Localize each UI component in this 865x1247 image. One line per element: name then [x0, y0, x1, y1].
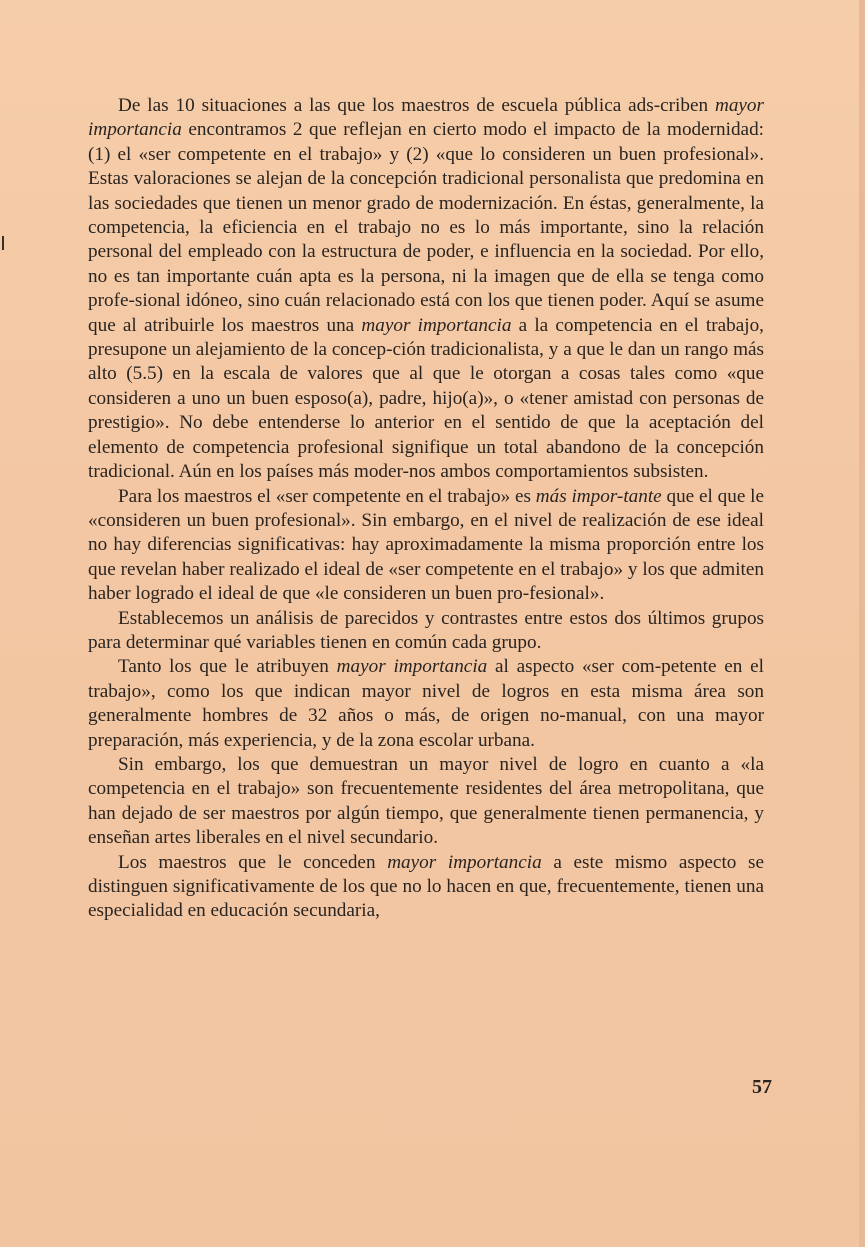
italic-run: mayor importancia	[361, 314, 512, 336]
margin-mark	[2, 236, 4, 250]
paragraph-2	[88, 485, 764, 607]
paragraph-1	[88, 94, 764, 485]
text-run: Sin embargo, los que demuestran un mayor nivel de logro en cuanto a «la competencia en el trabajo» son frecuentemente residentes del área metropolitana, que han dejado de ser maestros por algún tiempo, que generalmente tienen permanencia, y enseñan artes liberales en el nivel secundario.	[88, 753, 764, 849]
text-run: al aspecto «ser com-petente en el trabajo», como los que indican mayor nivel de logros en esta misma área son generalmente hombres de 32 años o más, de origen no-manual, con una mayor preparación, más experiencia, y de la zona escolar urbana.	[88, 656, 764, 751]
paragraph-4	[88, 655, 764, 753]
text-run: a la competencia en el trabajo, presupone un alejamiento de la concep-ción tradicionalista, y a que le dan un rango más alto (5.5) en la escala de valores que al que le otorgan a cosas tales como «que consideren a uno un buen esposo(a), padre, hijo(a)», o «tener amistad con personas de prestigio». No debe entenderse lo anterior en el sentido de que la aceptación del elemento de competencia profesional signifique un total abandono de la concepción tradicional. Aún en los países más moder-nos ambos comportamientos subsisten.	[88, 314, 764, 483]
italic-run: mayor importancia	[387, 851, 542, 873]
italic-run: mayor importancia	[336, 656, 488, 678]
paragraph-3	[88, 607, 764, 656]
italic-run: más impor-tante	[535, 485, 662, 507]
paragraph-5	[88, 753, 764, 851]
text-run: a este mismo aspecto se distinguen significativamente de los que no lo hacen en que, frecuentemente, tienen una especialidad en educación secundaria,	[88, 851, 765, 922]
text-run: encontramos 2 que reflejan en cierto modo el impacto de la modernidad: (1) el «ser competente en el trabajo» y (2) «que lo consideren un buen profesional». Estas valoraciones se alejan de la concepción tradicional personalista que predomina en las sociedades que tienen un menor grado de modernización. En éstas, generalmente, la competencia, la eficiencia en el trabajo no es lo más importante, sino la relación personal del empleado con la estructura de poder, e influencia en la sociedad. Por ello, no es tan importante cuán apta es la persona, ni la imagen que de ella se tenga como profe-sional idóneo, sino cuán relacionado está con los que tienen poder. Aquí se asume que al atribuirle los maestros una	[88, 119, 764, 336]
text-run: Tanto los que le atribuyen	[118, 656, 337, 678]
italic-run: mayor importancia	[88, 95, 764, 141]
page-number: 57	[752, 1076, 772, 1098]
body-text	[88, 94, 764, 924]
text-run: Los maestros que le conceden	[118, 851, 388, 873]
text-run: Para los maestros el «ser competente en el trabajo» es	[118, 485, 536, 507]
text-run: Establecemos un análisis de parecidos y contrastes entre estos dos últimos grupos para determinar qué variables tienen en común cada grupo.	[88, 607, 764, 653]
page-edge	[859, 0, 865, 1247]
paragraph-6	[88, 851, 764, 924]
text-run: De las 10 situaciones a las que los maestros de escuela pública ads-criben	[118, 95, 715, 116]
text-run: que el que le «consideren un buen profesional». Sin embargo, en el nivel de realización de ese ideal no hay diferencias significativas: hay aproximadamente la misma proporción entre los que revelan haber realizado el ideal de «ser competente en el trabajo» y los que admiten haber logrado el ideal de que «le consideren un buen pro-fesional».	[88, 485, 764, 605]
